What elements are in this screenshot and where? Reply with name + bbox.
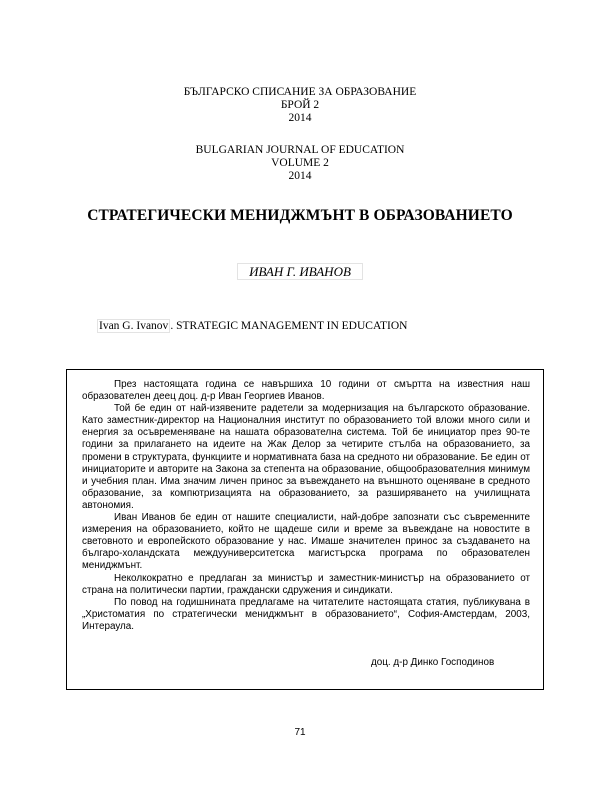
abstract-paragraph: По повод на годишнината предлагаме на читателите настоящата статия, публикувана в „Христоматия по стратегически мениджмънт в образованието“, София-Амстердам, 2003, Интераула. — [82, 596, 530, 632]
author-name: ИВАН Г. ИВАНОВ — [237, 263, 363, 280]
journal-name-en: BULGARIAN JOURNAL OF EDUCATION — [195, 144, 405, 156]
english-citation-line — [97, 320, 407, 332]
journal-year-bg: 2014 — [288, 112, 312, 125]
abstract-paragraph: Той бе един от най-изявените радетели за модернизация на българското образование. Като заместник-директор на Националния институт по образованието той вложи много сили и енергия за осъвременяване на нашата образователна система. Той бе инициатор през 90-те години за прилагането на идеите на Жак Делор за четирите стълба на образованието, за промени в структурата, функциите и нормативната база на средното ни образование. Бе един от инициаторите и авторите на Закона за степента на образование, общообразователния минимум и учебния план. Има значим личен принос за въвеждането на външното оценяване в средното образование, за компютризацията на образованието, за разширяването на училищната автономия. — [82, 403, 530, 511]
journal-name-bg: БЪЛГАРСКО СПИСАНИЕ ЗА ОБРАЗОВАНИЕ — [183, 86, 417, 98]
abstract-box — [66, 369, 544, 690]
english-separator: . — [170, 320, 174, 332]
english-title: STRATEGIC MANAGEMENT IN EDUCATION — [173, 320, 408, 332]
english-author: Ivan G. Ivanov — [99, 320, 169, 332]
abstract-paragraph: Иван Иванов бе един от нашите специалисти, най-добре запознати със съвременните измерения на образованието, който не щадеше сили и време за въвеждане на новостите в световното и европейското образование у нас. Имаше значителен принос за създаването на българо-холандската междууниверситетска магистърска програма по образователен мениджмънт. — [82, 512, 530, 572]
abstract-text — [82, 379, 530, 633]
journal-volume-en: VOLUME 2 — [271, 157, 329, 170]
journal-year-en: 2014 — [288, 170, 312, 183]
article-title: СТРАТЕГИЧЕСКИ МЕНИДЖМЪНТ В ОБРАЗОВАНИЕТО — [87, 207, 513, 224]
journal-header-english — [0, 144, 600, 184]
journal-issue-bg: БРОЙ 2 — [280, 99, 320, 112]
abstract-signature: доц. д-р Динко Господинов — [371, 657, 495, 668]
abstract-paragraph: През настоящата година се навършиха 10 години от смъртта на известния наш образователен деец доц. д-р Иван Георгиев Иванов. — [82, 379, 530, 403]
page-number: 71 — [294, 727, 306, 738]
journal-header-bulgarian — [0, 86, 600, 126]
abstract-paragraph: Неколкократно е предлаган за министър и заместник-министър на образованието от страна на политически партии, граждански сдружения и синдикати. — [82, 572, 530, 596]
